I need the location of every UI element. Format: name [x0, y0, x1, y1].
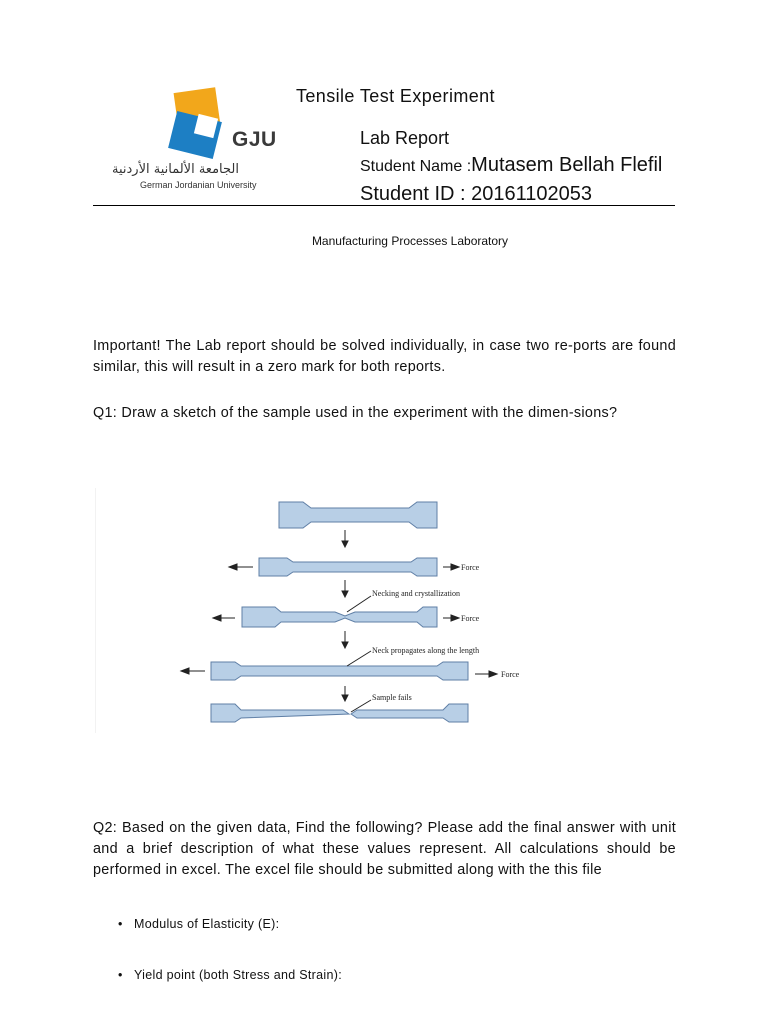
- laboratory-name: Manufacturing Processes Laboratory: [311, 234, 509, 248]
- force-label-1: Force: [461, 563, 480, 572]
- logo-arabic-name: الجامعة الألمانية الأردنية: [112, 162, 239, 177]
- student-name-label: Student Name :: [360, 158, 472, 175]
- logo-abbreviation: GJU: [232, 128, 277, 151]
- specimen-failed-right: [351, 704, 468, 722]
- report-title: Tensile Test Experiment: [296, 86, 495, 106]
- specimen-initial: [279, 502, 437, 528]
- force-label-3: Force: [501, 670, 520, 679]
- student-id-value: 20161102053: [471, 183, 593, 205]
- bullet-text: Modulus of Elasticity (E):: [134, 917, 280, 931]
- student-id-label: Student ID :: [360, 183, 472, 205]
- necking-label: Necking and crystallization: [372, 589, 460, 598]
- bullet-text: Yield point (both Stress and Strain):: [134, 968, 342, 982]
- bullet-modulus: [118, 917, 279, 931]
- important-notice: Important! The Lab report should be solved individually, in case two re-ports are found similar, this will result in a zero mark for both reports.: [93, 338, 676, 375]
- tensile-specimen-diagram: [95, 488, 615, 733]
- specimen-loaded: [259, 558, 437, 576]
- specimen-neck-propagating: [211, 662, 468, 680]
- specimen-failed: [211, 704, 349, 722]
- specimen-necking: [242, 607, 437, 627]
- student-name-value: Mutasem Bellah Flefil: [471, 154, 663, 176]
- bullet-yield-point: [118, 968, 342, 982]
- neck-propagates-label: Neck propagates along the length: [372, 646, 480, 655]
- question-1: Q1: Draw a sketch of the sample used in the experiment with the dimen-sions?: [93, 405, 618, 421]
- logo-english-name: German Jordanian University: [140, 180, 257, 190]
- header-divider: [93, 205, 675, 206]
- student-id: [360, 183, 592, 206]
- sample-fails-label: Sample fails: [372, 693, 412, 702]
- student-name: [360, 154, 662, 177]
- question-2: Q2: Based on the given data, Find the following? Please add the final answer with unit and a brief description of what these values represent. All calculations should be performed in excel. The excel file should be submitted along with the this file: [93, 820, 676, 878]
- force-label-2: Force: [461, 614, 480, 623]
- report-subtitle: Lab Report: [360, 128, 450, 148]
